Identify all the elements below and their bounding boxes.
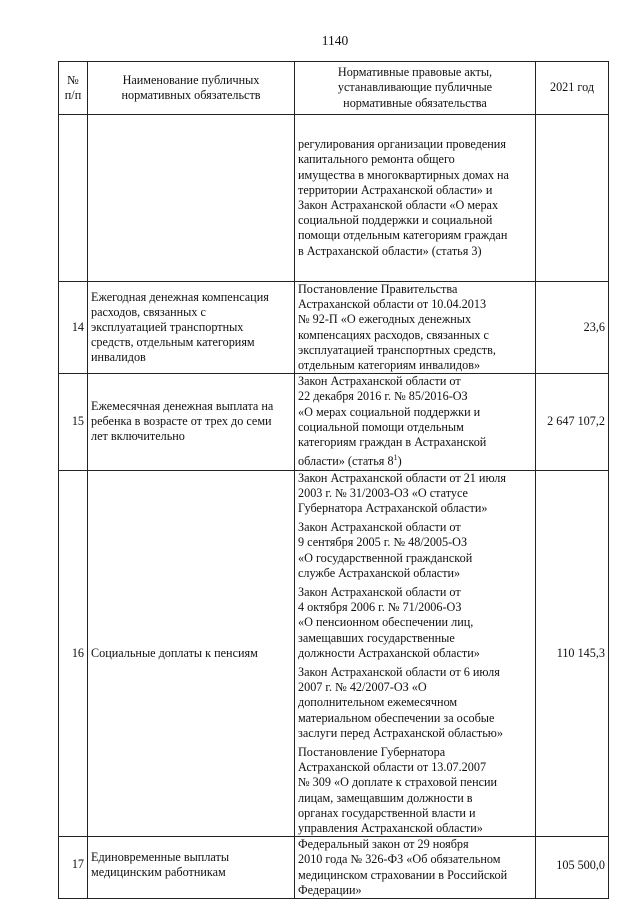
table-row-16: [59, 470, 609, 837]
act-text: Закон Астраханской области от 4 октября 2006 г. № 71/2006-ОЗ «О пенсионном обеспечении лиц, замещавших государственные должности Астраханской области»: [298, 584, 480, 660]
page-number: 1140: [321, 33, 349, 48]
row-name: Социальные доплаты к пенсиям: [88, 470, 295, 837]
row-name: Ежемесячная денежная выплата на ребенка в возрасте от трех до семи лет включительно: [88, 374, 295, 470]
act-text: [298, 374, 532, 469]
public-obligations-table: [58, 61, 609, 899]
header-acts: Нормативные правовые акты, устанавливающие публичные нормативные обязательства: [295, 62, 536, 115]
row-acts: [295, 115, 536, 282]
row-acts: [295, 282, 536, 374]
row-name: [88, 115, 295, 282]
row-num: 14: [59, 282, 88, 374]
act-end-text: ): [397, 454, 402, 469]
act-text: Постановление Правительства Астраханской области от 10.04.2013 № 92-П «О ежегодных денежных компенсациях расходов, связанных с эксплуатацией транспортных средств, отдельным категориям инвалидов»: [298, 282, 496, 373]
row-num: [59, 115, 88, 282]
act-text: Закон Астраханской области от 6 июля 2007 г. № 42/2007-ОЗ «О дополнительном ежемесячном материальном обеспечении за особые заслуги перед Астраханской областью»: [298, 664, 503, 740]
row-amount: 105 500,0: [536, 837, 609, 899]
row-acts: [295, 837, 536, 899]
act-main-text: Закон Астраханской области от 22 декабря 2016 г. № 85/2016-ОЗ «О мерах социальной поддержки и социальной помощи отдельным категориям граждан в Астраханской области» (статья 8: [298, 374, 487, 469]
table-header-row: [59, 62, 609, 115]
header-name: Наименование публичных нормативных обязательств: [88, 62, 295, 115]
row-amount: [536, 115, 609, 282]
header-year: 2021 год: [536, 62, 609, 115]
row-name: Единовременные выплаты медицинским работникам: [88, 837, 295, 899]
act-text: Постановление Губернатора Астраханской области от 13.07.2007 № 309 «О доплате к страховой пенсии лицам, замещавшим должности в органах государственной власти и управления Астраханской области»: [298, 744, 498, 835]
header-num: № п/п: [59, 62, 88, 115]
table-row-17: [59, 837, 609, 899]
row-amount: 110 145,3: [536, 470, 609, 837]
row-amount: 23,6: [536, 282, 609, 374]
act-text: Закон Астраханской области от 21 июля 2003 г. № 31/2003-ОЗ «О статусе Губернатора Астраханской области»: [298, 470, 506, 515]
row-amount: 2 647 107,2: [536, 374, 609, 470]
table-row-15: [59, 374, 609, 470]
row-num: 15: [59, 374, 88, 470]
table-row-14: [59, 282, 609, 374]
act-text: регулирования организации проведения капитального ремонта общего имущества в многоквартирных домах на территории Астраханской области» и Закон Астраханской области «О мерах социальной поддержки и социальной помощи отдельным категориям граждан в Астраханской области» (статья 3): [298, 137, 509, 258]
row-num: 17: [59, 837, 88, 899]
act-text: Федеральный закон от 29 ноября 2010 года № 326-ФЗ «Об обязательном медицинском страховании в Российской Федерации»: [298, 837, 508, 897]
row-acts: [295, 374, 536, 470]
table-row-continuation: [59, 115, 609, 282]
row-num: 16: [59, 470, 88, 837]
article-superscript: 1: [393, 453, 398, 463]
act-text: Закон Астраханской области от 9 сентября 2005 г. № 48/2005-ОЗ «О государственной гражданской службе Астраханской области»: [298, 520, 473, 580]
row-name: Ежегодная денежная компенсация расходов, связанных с эксплуатацией транспортных средств, отдельным категориям инвалидов: [88, 282, 295, 374]
row-acts: [295, 470, 536, 837]
